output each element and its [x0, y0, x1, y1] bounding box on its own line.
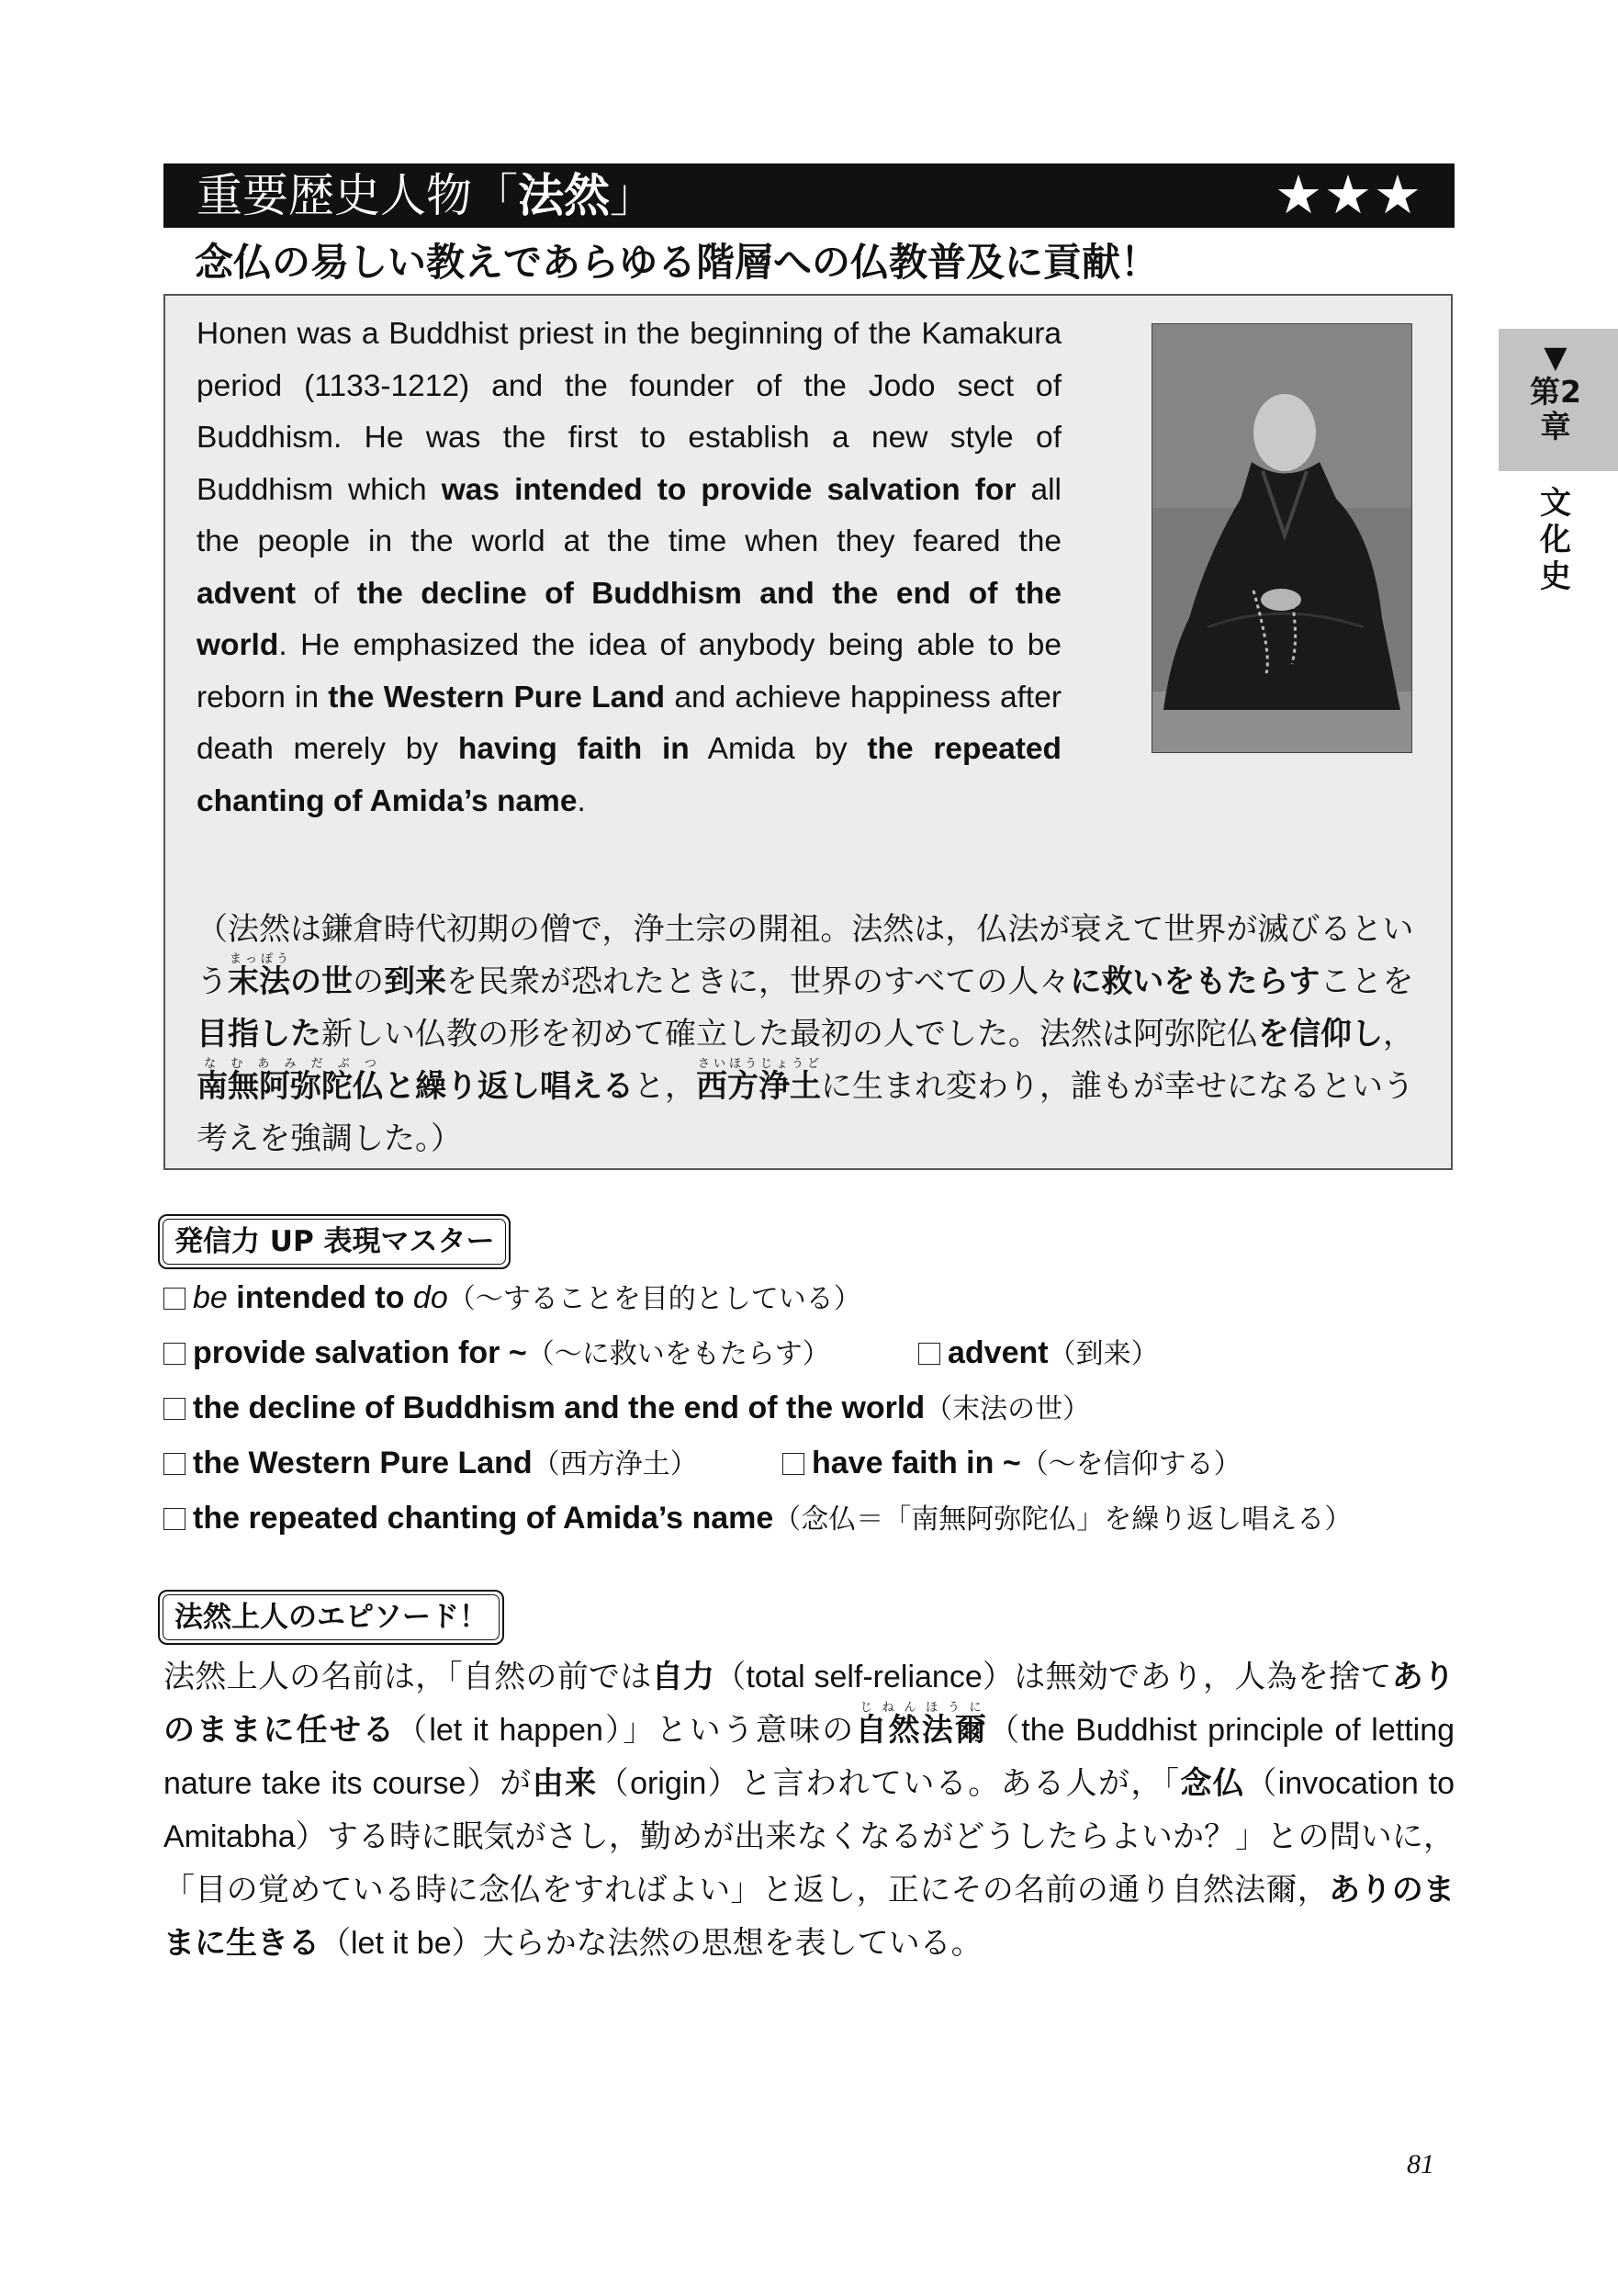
- japanese-translation: （法然は鎌倉時代初期の僧で，浄土宗の開祖。法然は，仏法が衰えて世界が滅びるという末法まっぽうの世の到来を民衆が恐れたときに，世界のすべての人々に救いをもたらすことを目指した新しい仏教の形を初めて確立した最初の人でした。法然は阿弥陀仏を信仰し，南無阿弥陀仏なむあみだぶつと繰り返し唱えると，西方浄土さいほうじょうどに生まれ変わり，誰もが幸せになるという考えを強調した。）: [197, 911, 1414, 1157]
- vocab-row: [163, 1436, 1467, 1491]
- vocab-item: the Western Pure Land（西方浄土）: [163, 1436, 782, 1491]
- vocab-item: the repeated chanting of Amida’s name（念仏＝「南無阿弥陀仏」を繰り返し唱える）: [163, 1491, 1352, 1547]
- chapter-tab: [1499, 329, 1618, 471]
- page-number: 81: [1407, 2149, 1434, 2179]
- checkbox-icon[interactable]: [163, 1398, 185, 1420]
- vocab-item: be intended to do（～することを目的としている）: [163, 1271, 861, 1326]
- chapter-label: ▼第2章: [1530, 339, 1581, 445]
- header-bar: [163, 163, 1455, 228]
- vocab-item: have faith in ~（～を信仰する）: [782, 1436, 1242, 1491]
- checkbox-icon[interactable]: [163, 1453, 185, 1475]
- page-title: 重要歴史人物「法然」: [197, 169, 656, 222]
- section-label-vertical: 文化史: [1540, 485, 1571, 595]
- portrait-drawing: [1152, 324, 1411, 752]
- checkbox-icon[interactable]: [782, 1453, 804, 1475]
- vocab-row: [163, 1491, 1467, 1547]
- vocab-list: [163, 1271, 1467, 1547]
- episode-section-label: 法然上人のエピソード！: [158, 1590, 504, 1645]
- checkbox-icon[interactable]: [918, 1343, 940, 1365]
- vocab-row: [163, 1381, 1467, 1436]
- honen-portrait-image: [1152, 323, 1412, 753]
- main-text-box: [163, 294, 1453, 1170]
- vocab-row: [163, 1271, 1467, 1326]
- vocab-item: the decline of Buddhism and the end of the world（末法の世）: [163, 1381, 1090, 1436]
- subtitle: 念仏の易しい教えであらゆる階層への仏教普及に貢献！: [195, 240, 1160, 285]
- episode-paragraph: 法然上人の名前は，「自然の前では自力（total self-reliance）は無効であり，人為を捨てありのままに任せる（let it happen）」という意味の自然法爾じねんほうに（the Buddhist principle of letting nature take its course）が由来（origin）と言われている。ある人が，「念仏（invocation to Amitabha）する時に眠気がさし，勤めが出来なくなるがどうしたらよいか？」との問いに，「目の覚めている時に念仏をすればよい」と返し，正にその名前の通り自然法爾，ありのままに生きる（let it be）大らかな法然の思想を表している。: [163, 1659, 1455, 1962]
- rating-stars: ★★★: [1275, 163, 1423, 226]
- vocab-section-label: 発信力 UP 表現マスター: [158, 1214, 511, 1269]
- checkbox-icon[interactable]: [163, 1288, 185, 1310]
- checkbox-icon[interactable]: [163, 1343, 185, 1365]
- vocab-row: [163, 1326, 1467, 1381]
- english-passage: Honen was a Buddhist priest in the beginning of the Kamakura period (1133-1212) and the founder of the Jodo sect of Buddhism. He was the first to establish a new style of Buddhism which was intended to provide salvation for all the people in the world at the time when they feared the advent of the decline of Buddhism and the end of the world. He emphasized the idea of anybody being able to be reborn in the Western Pure Land and achieve happiness after death merely by having faith in Amida by the repeated chanting of Amida’s name.: [197, 317, 1062, 818]
- vocab-item: provide salvation for ~（～に救いをもたらす）: [163, 1326, 918, 1381]
- checkbox-icon[interactable]: [163, 1508, 185, 1530]
- vocab-item: advent（到来）: [918, 1326, 1159, 1381]
